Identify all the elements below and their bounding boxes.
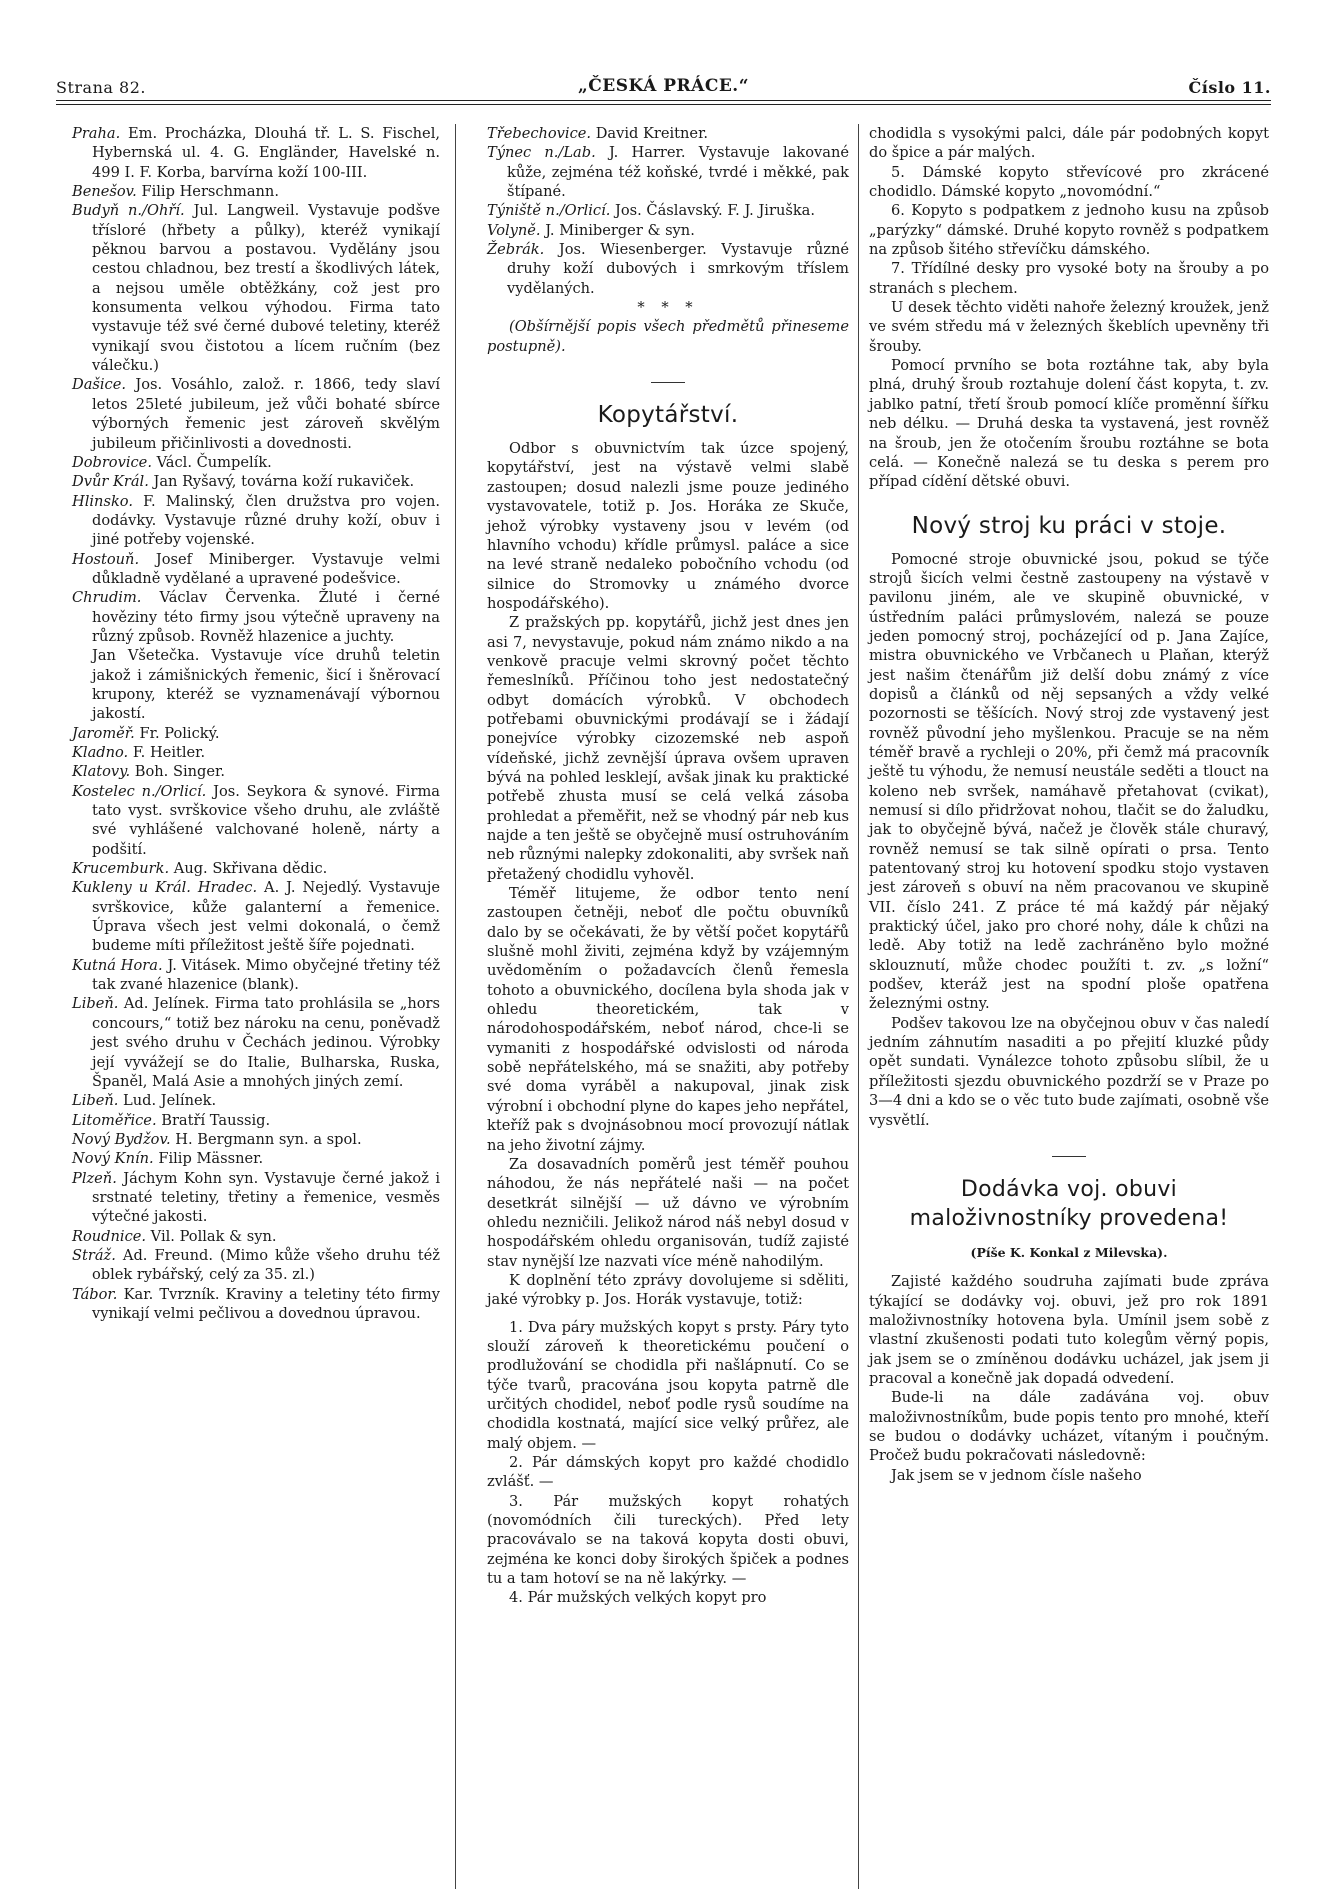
exhibitor-text: Václ. Čumpelík. bbox=[156, 453, 272, 471]
exhibitor-entry bbox=[72, 1091, 440, 1110]
exhibitor-text: David Kreitner. bbox=[595, 125, 709, 142]
section-divider bbox=[651, 382, 685, 383]
page-number: Strana 82. bbox=[56, 78, 146, 97]
exhibitor-entry bbox=[72, 878, 440, 955]
exhibitor-entry bbox=[72, 1149, 440, 1168]
exhibitor-place: Libeň. bbox=[72, 1092, 119, 1110]
exhibitor-place: Hostouň. bbox=[72, 550, 140, 568]
exhibitor-place: Kutná Hora. bbox=[72, 956, 163, 974]
exhibitor-entry bbox=[72, 472, 440, 491]
exhibitor-entry bbox=[72, 782, 440, 859]
exhibitor-entry bbox=[487, 124, 849, 143]
article-paragraph: Pomocné stroje obuvnické jsou, pokud se týče strojů šicích velmi čestně zastoupeny na výstavě v pavilonu jiném, ale ve skupině obuvnické, v ústředním paláci průmyslovém, nalezá se pouze jeden pomocný stroj, pocházející od p. Jana Zajíce, mistra obuvnického ve Vrbčanech u Plaňan, kterýž jest našim čtenářům již delší dobu známý z více dopisů a článků od něj sepsaných a vždy velké pozornosti se těšících. Nový stroj zde vystavený jest rovněž původní jeho myšlenkou. Pracuje se na něm téměř bravě a rychleji o 20%, při čemž má pracovník ještě tu výhodu, že nemusí neustále seděti a tlouct na koleno neb svršek, namáhavě přetahovat (cvikat), nemusí si dílo přidržovat nohou, tlačit se do žaludku, jak to obyčejně bývá, načež je člověk stále churavý, rovněž nemusí se tak silně opírati o prsa. Tento patentovaný stroj ku hotovení spodku stojo vystaven jest zároveň s obuví na něm pracovanou ve skupině VII. číslo 241. Z práce té má každý pár nějaký praktický účel, jako pro choré nohy, dále k chůzi na ledě. Aby totiž na ledě zachráněno bylo možné sklouznutí, může chodec použíti t. zv. „s ložní“ podšev, kteráž jest na spodní ploše opatřena železnými ostny. bbox=[869, 550, 1269, 1013]
exhibitor-place: Dašice. bbox=[72, 376, 127, 394]
issue-number: Číslo 11. bbox=[1188, 78, 1271, 97]
exhibitor-text: Jos. Čáslavský. F. J. Jiruška. bbox=[615, 202, 816, 220]
exhibitor-place: Kukleny u Král. Hradec. bbox=[72, 879, 258, 897]
exhibitor-entry bbox=[72, 1111, 440, 1130]
article-paragraph: Bude-li na dále zadávána voj. obuv maloživnostníkům, bude popis tento pro mnohé, kteří se budou o dodávky ucházet, vítaným i poučným. Pročež budu pokračovati následovně: bbox=[869, 1389, 1269, 1465]
masthead-title: „ČESKÁ PRÁCE.“ bbox=[577, 76, 750, 96]
exhibitor-place: Nový Knín. bbox=[72, 1150, 154, 1168]
exhibitor-entry bbox=[72, 956, 440, 995]
header-rule-thin bbox=[56, 104, 1271, 105]
exhibitor-entry bbox=[72, 588, 440, 646]
column-2 bbox=[487, 124, 849, 1608]
article-paragraph: Odbor s obuvnictvím tak úzce spojený, kopytářství, jest na výstavě velmi slabě zastoupen; dosud nalezli jsme pouze jediného vystavovatele, totiž p. Jos. Horáka ze Skuče, jehož výrobky vystaveny jsou v levém (od hlavního vchodu) křídle průmysl. paláce a sice na levé straně nedaleko pobočního vchodu (od silnice do Stromovky u známého dvorce hospodářského). bbox=[487, 440, 849, 612]
list-item-7: 7. Třídílné desky pro vysoké boty na šrouby a po stranách s plechem. bbox=[869, 260, 1269, 297]
article-paragraph: K doplnění této zprávy dovolujeme si sděliti, jaké výrobky p. Jos. Horák vystavuje, totiž: bbox=[487, 1271, 849, 1309]
exhibitor-text: Aug. Skřivana dědic. bbox=[173, 860, 328, 878]
article-paragraph: Podšev takovou lze na obyčejnou obuv v čas naledí jedním záhnutím nasaditi a po přejití kluzké půdy opět sundati. Vynálezce tohoto způsobu slíbil, že u příležitosti sjezdu obuvnického pozdrží se v Praze po 3—4 dni a kdo se o věc tuto bude zajímati, osobně vše vysvětlí. bbox=[869, 1014, 1269, 1129]
exhibitor-place: Nový Bydžov. bbox=[72, 1130, 171, 1148]
exhibitor-text: Kar. Tvrzník. Kraviny a teletiny této firmy vynikají velmi pečlivou a dovednou úpravou. bbox=[92, 1285, 440, 1322]
column-divider-1 bbox=[455, 124, 456, 1889]
exhibitor-entry bbox=[487, 240, 849, 298]
exhibitor-text: Boh. Singer. bbox=[134, 763, 226, 781]
section-stars: * * * bbox=[637, 299, 699, 317]
article-paragraph: Pomocí prvního se bota roztáhne tak, aby byla plná, druhý šroub roztahuje dolení část kopyta, t. zv. jablko patní, třetí šroub pomocí klíče proměnní šířku neb délku. — Druhá deska ta vystavená, jest rovněž na šroub, jen že otočením šroubu roztáhne se bota celá. — Konečně nalezá se tu deska s perem pro případ cídění dětské obuvi. bbox=[869, 357, 1269, 491]
exhibitor-place: Budyň n./Ohří. bbox=[72, 202, 185, 220]
exhibitor-text: F. Malinský, člen družstva pro vojen. dodávky. Vystavuje různé druhy koží, obuv i jiné potřeby vojenské. bbox=[92, 492, 441, 549]
list-item-2: 2. Pár dámských kopyt pro každé chodidlo zvlášť. — bbox=[487, 1454, 849, 1491]
exhibitor-text: F. Heitler. bbox=[132, 744, 206, 761]
exhibitor-place: Kladno. bbox=[72, 744, 129, 761]
exhibitor-entry bbox=[72, 743, 440, 762]
article-title-dodavka: Dodávka voj. obuvi maloživnostníky provedena! bbox=[909, 1176, 1229, 1231]
exhibitor-place: Krucemburk. bbox=[72, 860, 170, 878]
list-item-5: 5. Dámské kopyto střevícové pro zkrácené chodidlo. Dámské kopyto „novomódní.“ bbox=[869, 163, 1269, 201]
article-paragraph: Zajisté každého soudruha zajímati bude zpráva týkající se dodávky voj. obuvi, jež pro rok 1891 maloživnostníky hotovena byla. Umínil jsem sobě z vlastní zkušenosti podati tuto kolegům věrný popis, jak jsem se o zmíněnou dodávku ucházel, jak jsem ji pracoval a konečně jak dopadá odvedení. bbox=[869, 1273, 1269, 1387]
exhibitor-text: J. Harrer. Vystavuje lakované kůže, zejména též koňské, tvrdé i měkké, pak štípané. bbox=[507, 144, 849, 201]
exhibitor-place: Třebechovice. bbox=[487, 125, 592, 142]
exhibitor-place: Tábor. bbox=[72, 1285, 118, 1303]
exhibitor-entry bbox=[72, 201, 440, 375]
exhibitor-place: Týniště n./Orlicí. bbox=[487, 202, 611, 220]
article-byline: (Píše K. Konkal z Milevska). bbox=[970, 1244, 1168, 1260]
exhibitor-entry bbox=[72, 1130, 440, 1149]
exhibitor-text: Jos. Wiesenberger. Vystavuje různé druhy koží dubových i smrkovým tříslem vydělaných. bbox=[507, 241, 849, 297]
article-paragraph: Téměř litujeme, že odbor tento není zastoupen četněji, neboť dle počtu obuvníků dalo by se očekávati, že by větší počet kopytářů slušně mohl živiti, zejména když by vzájemným uvědoměním o požadavcích členů řemesla tohoto a obuvnického, docílena byla shoda jak v ohledu theoretickém, tak v národohospodářském, neboť národ, chce-li se vymaniti z hospodářské odvislosti od národa sobě nepřátelského, má se snažiti, aby potřeby své doma vyráběl a nakupoval, jinak zisk výrobní i obchodní plyne do kapes jeho nepřátel, kteříž pak s dvojnásobnou mocí provozují nátlak na jeho životní zájmy. bbox=[487, 885, 849, 1154]
exhibitor-place: Praha. bbox=[72, 125, 121, 142]
exhibitor-place: Žebrák. bbox=[487, 241, 545, 259]
article-paragraph: U desek těchto viděti nahoře železný kroužek, jenž ve svém středu má v železných škeblích upevněny tři šrouby. bbox=[869, 299, 1269, 355]
exhibitor-entry bbox=[72, 724, 440, 743]
list-item-1: 1. Dva páry mužských kopyt s prsty. Páry tyto slouží zároveň k theoretickému poučení o prodlužování se chodidla při našlápnutí. Co se týče tvarů, pracována jsou kopyta patrně dle určitých chodidel, neboť podle rysů soudíme na chodidla kostnatá, mající sice velký průřez, ale malý objem. — bbox=[487, 1318, 849, 1452]
column-3 bbox=[869, 124, 1269, 1485]
exhibitor-text: Em. Procházka, Dlouhá tř. L. S. Fischel, Hybernská ul. 4. G. Engländer, Havelské n. 499 I. F. Korba, barvírna koží 100-III. bbox=[92, 125, 440, 181]
exhibitor-text: Ad. Jelínek. Firma tato prohlásila se „hors concours,“ totiž bez nároku na cenu, poněvadž jest svého druhu v Čechách jedinou. Výrobky její vyvážejí se do Italie, Bulharska, Ruska, Španěl, Malá Asie a mnohých jiných zemí. bbox=[92, 995, 440, 1090]
exhibitor-text: Lud. Jelínek. bbox=[123, 1092, 217, 1110]
exhibitor-place: Stráž. bbox=[72, 1246, 116, 1264]
exhibitor-entry bbox=[72, 453, 440, 472]
header-rule bbox=[56, 100, 1271, 101]
exhibitor-text: Filip Mässner. bbox=[158, 1150, 264, 1168]
list-item-4: 4. Pár mužských velkých kopyt pro bbox=[509, 1589, 767, 1607]
article-title-novy-stroj: Nový stroj ku práci v stoje. bbox=[911, 512, 1227, 539]
exhibitor-entry bbox=[487, 221, 849, 240]
exhibitor-entry bbox=[72, 550, 440, 589]
exhibitor-entry bbox=[72, 1227, 440, 1246]
exhibitor-entry bbox=[72, 375, 440, 452]
exhibitor-place: Benešov. bbox=[72, 183, 137, 201]
exhibitor-text: A. J. Nejedlý. Vystavuje svrškovice, kůže galanterní a řemenice. Úprava všech jest velmi dokonalá, o čemž budeme míti příležitost ještě šíře pojednati. bbox=[92, 879, 440, 955]
exhibitor-place: Volyně. bbox=[487, 221, 541, 239]
exhibitor-place: Klatovy. bbox=[72, 763, 131, 781]
exhibitor-text: Václav Červenka. Žluté i černé hověziny této firmy jsou výtečně upraveny na různý způsob. Rovněž hlazenice a juchty. bbox=[92, 589, 440, 645]
exhibitor-entry bbox=[72, 859, 440, 878]
exhibitor-text: Vil. Pollak & syn. bbox=[150, 1227, 277, 1245]
exhibitor-list-column-1 bbox=[72, 124, 440, 1323]
exhibitor-place: Litoměřice. bbox=[72, 1111, 157, 1129]
exhibitor-text: H. Bergmann syn. a spol. bbox=[175, 1130, 362, 1148]
exhibitor-text: Jan Všetečka. Vystavuje více druhů teletin jakož i zámišnických řemenic, šicí i šněrovací krupony, kteréž se vyznamenávají výbornou jakostí. bbox=[92, 647, 440, 723]
exhibitor-entry bbox=[72, 762, 440, 781]
article-paragraph: Z pražských pp. kopytářů, jichž jest dnes jen asi 7, nevystavuje, pokud nám známo nikdo a na venkově pracuje velmi skrovný počet těchto řemeslníků. Příčinou toho jest nedostatečný odbyt domácích výrobků. V obchodech potřebami obuvnickými prodávají se i žádají ponejvíce výrobky cizozemské neb aspoň vídeňské, jichž zevnější úprava ovšem upraven bývá na pohled lesklejí, avšak jinak ku praktické potřebě zhusta musí se celá velká zásoba prohledat a přeměřit, než se vhodný pár neb kus najde a ten ještě se obyčejně musí ostruhováním neb různými nalepky zdokonaliti, aby svršek naň přetažený chodidlu vyhověl. bbox=[487, 614, 849, 883]
section-divider bbox=[1052, 1156, 1086, 1157]
exhibitor-text: J. Vitásek. Mimo obyčejné třetiny též tak zvané hlazenice (blank). bbox=[92, 956, 441, 994]
exhibitor-text: Ad. Freund. (Mimo kůže všeho druhu též oblek rybářský, celý za 35. zl.) bbox=[92, 1246, 440, 1284]
exhibitor-text: Josef Miniberger. Vystavuje velmi důkladně vydělané a upravené podešvice. bbox=[92, 550, 441, 587]
article-paragraph: chodidla s vysokými palci, dále pár podobných kopyt do špice a pár malých. bbox=[869, 125, 1269, 162]
list-item-3: 3. Pár mužských kopyt rohatých (novomódních čili tureckých). Před lety pracovávalo se na taková kopyta dosti obuvi, zejména ke konci doby širokých špiček a podnes tu a tam hotoví se na ně lakýrky. — bbox=[487, 1492, 849, 1588]
exhibitor-entry bbox=[72, 182, 440, 201]
exhibitor-place: Libeň. bbox=[72, 995, 119, 1013]
exhibitor-entry bbox=[72, 492, 440, 550]
exhibitor-text: Filip Herschmann. bbox=[141, 183, 279, 201]
exhibitor-entry bbox=[487, 143, 849, 201]
article-title-kopytarstvi: Kopytářství. bbox=[597, 402, 739, 429]
exhibitor-entry bbox=[72, 1246, 440, 1285]
page-header bbox=[56, 70, 1271, 104]
exhibitor-entry bbox=[72, 124, 440, 182]
exhibitor-text: Jan Ryšavý, továrna koží rukaviček. bbox=[153, 473, 415, 491]
exhibitor-text: Bratří Taussig. bbox=[161, 1111, 271, 1129]
exhibitor-place: Hlinsko. bbox=[72, 492, 133, 510]
list-item-6: 6. Kopyto s podpatkem z jednoho kusu na způsob „parýzky“ dámské. Druhé kopyto rovněž s podpatkem na způsob šitého střevíčku dámského. bbox=[869, 202, 1269, 259]
exhibitor-entry bbox=[72, 994, 440, 1091]
exhibitor-text: Jul. Langweil. Vystavuje podšve třísloré (hřbety a půlky), kteréž vynikají pěknou barvou a postavou. Vydělány jsou cestou chladnou, bez trestí a škodlivých látek, a nejsou uměle obtěžkány, což jest pro konsumenta velkou výhodou. Firma tato vystavuje též své černé dubové teletiny, kteréž vynikají svou čistotou a lícem ručním (bez válečku.) bbox=[92, 202, 440, 375]
column-divider-2 bbox=[858, 124, 859, 1889]
exhibitor-place: Dobrovice. bbox=[72, 453, 152, 471]
exhibitor-place: Roudnice. bbox=[72, 1227, 147, 1245]
exhibitor-place: Jaroměř. bbox=[72, 724, 135, 742]
exhibitor-place: Plzeň. bbox=[72, 1169, 117, 1187]
exhibitor-list-continued bbox=[487, 124, 849, 298]
exhibitor-entry bbox=[72, 1169, 440, 1227]
exhibitor-place: Chrudim. bbox=[72, 589, 142, 607]
article-paragraph: Za dosavadních poměrů jest téměř pouhou náhodou, že nás nepřátelé naši — na počet desetkrát silnější — už dávno ve výrobním ohledu nezničili. Jelikož národ náš nebyl dosud v hospodářském ohledu organisován, tudíž zajisté stav nynější lze nazvati více méně nahodilým. bbox=[487, 1155, 849, 1270]
exhibitor-text: Jos. Vosáhlo, založ. r. 1866, tedy slaví letos 25leté jubileum, jež vůči bohaté sbírce výborných řemenic jest zároveň skvělým jubileum přičinlivosti a dovednosti. bbox=[92, 376, 440, 452]
article-paragraph: Jak jsem se v jednom čísle našeho bbox=[891, 1466, 1142, 1484]
exhibitor-text: Jos. Seykora & synové. Firma tato vyst. svrškovice všeho druhu, ale zvláště své vyhlášené valchované holeně, nárty a podšití. bbox=[92, 782, 440, 858]
exhibitor-entry bbox=[72, 646, 440, 723]
exhibitor-entry bbox=[72, 1285, 440, 1324]
editor-note: (Obšírnější popis všech předmětů přineseme postupně). bbox=[487, 318, 849, 355]
exhibitor-entry bbox=[487, 201, 849, 220]
exhibitor-place: Dvůr Král. bbox=[72, 473, 149, 491]
exhibitor-place: Týnec n./Lab. bbox=[487, 144, 596, 162]
exhibitor-place: Kostelec n./Orlicí. bbox=[72, 782, 207, 800]
exhibitor-text: Fr. Polický. bbox=[139, 724, 220, 742]
exhibitor-text: Jáchym Kohn syn. Vystavuje černé jakož i srstnaté teletiny, třetiny a řemenice, vesměs výtečné jakosti. bbox=[92, 1169, 441, 1226]
exhibitor-text: J. Miniberger & syn. bbox=[545, 221, 695, 239]
